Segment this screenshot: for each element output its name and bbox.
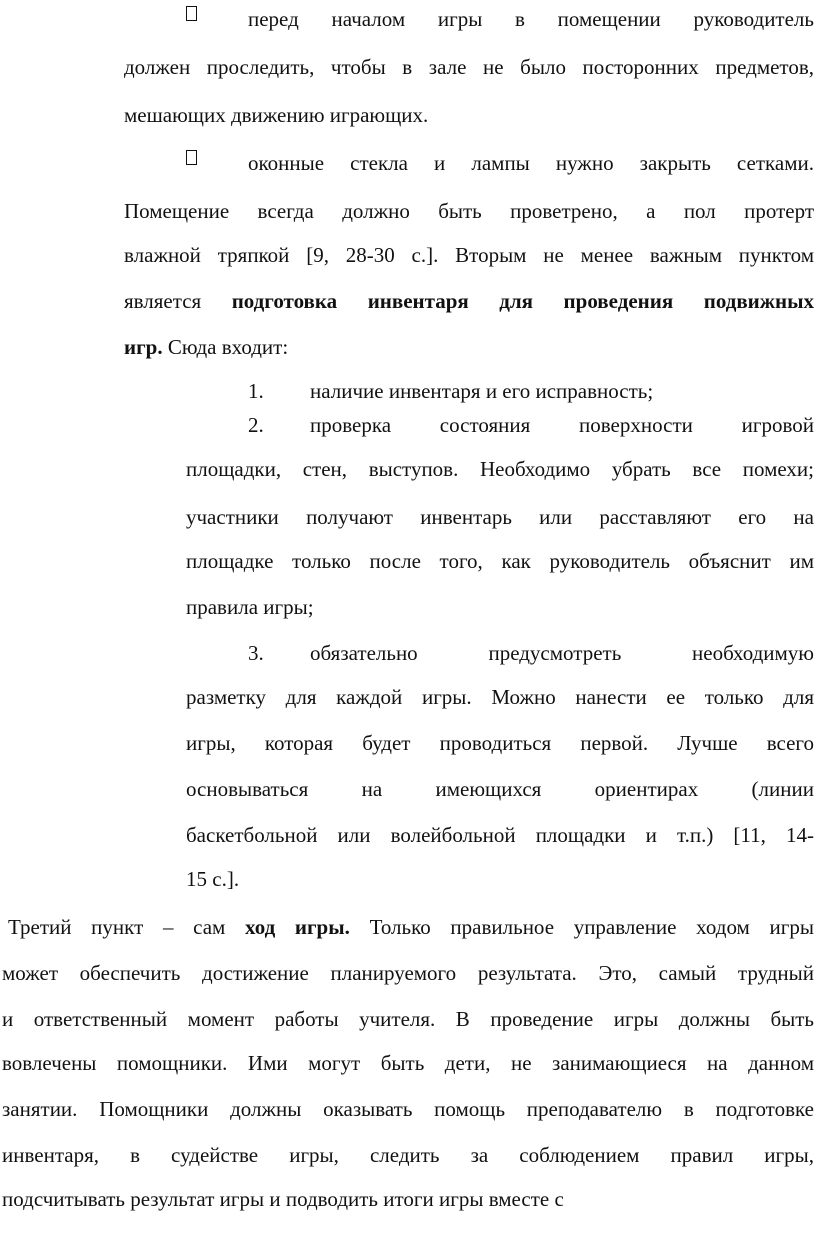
bold-text-run: игр. [124, 335, 163, 359]
paragraph-line: подсчитывать результат игры и подводить итоги игры вместе с [2, 1187, 564, 1211]
list-item-line: участники получают инвентарь или расставляют его на [186, 505, 814, 529]
list-item-line: площадке только после того, как руководитель объяснит им [186, 549, 814, 573]
list-item-line: наличие инвентаря и его исправность; [310, 379, 654, 403]
list-number: 1. [248, 379, 264, 403]
list-item-line: баскетбольной или волейбольной площадки и т.п.) [11, 14- [186, 823, 814, 847]
list-item-line: площадки, стен, выступов. Необходимо убрать все помехи; [186, 457, 814, 481]
paragraph-line-mixed [8, 914, 814, 940]
paragraph-line: мешающих движению играющих. [124, 103, 429, 127]
paragraph-line-mixed [124, 334, 288, 360]
bold-text-run: ход игры. [245, 915, 350, 939]
bullet-marker-icon [186, 150, 197, 165]
paragraph-line: вовлечены помощники. Ими могут быть дети, не занимающиеся на данном [2, 1051, 814, 1075]
bold-text-run: подготовка инвентаря для проведения подвижных [231, 289, 814, 313]
paragraph-line: и ответственный момент работы учителя. В проведение игры должны быть [2, 1007, 814, 1031]
list-item-line: обязательно предусмотреть необходимую [310, 641, 814, 665]
bullet-marker-icon [186, 6, 197, 21]
paragraph-line: должен проследить, чтобы в зале не было посторонних предметов, [124, 55, 814, 79]
list-item-line: проверка состояния поверхности игровой [310, 413, 814, 437]
list-item-line: правила игры; [186, 595, 314, 619]
list-number: 3. [248, 641, 264, 665]
paragraph-line: занятии. Помощники должны оказывать помощь преподавателю в подготовке [2, 1097, 814, 1121]
list-item-line: игры, которая будет проводиться первой. Лучше всего [186, 731, 814, 755]
paragraph-line: инвентаря, в судействе игры, следить за соблюдением правил игры, [2, 1143, 814, 1167]
paragraph-line: перед началом игры в помещении руководитель [248, 7, 814, 31]
text-run: Третий пункт – сам [8, 915, 226, 939]
paragraph-line: Помещение всегда должно быть проветрено, а пол протерт [124, 199, 814, 223]
paragraph-line: влажной тряпкой [9, 28-30 с.]. Вторым не менее важным пунктом [124, 243, 814, 267]
text-run: Сюда входит: [162, 335, 289, 359]
list-item-line: основываться на имеющихся ориентирах (линии [186, 777, 814, 801]
list-item-line: 15 с.]. [186, 867, 240, 891]
text-run: Только правильное управление ходом игры [369, 915, 814, 939]
paragraph-line: может обеспечить достижение планируемого результата. Это, самый трудный [2, 961, 814, 985]
text-run: является [124, 289, 202, 313]
list-item-line: разметку для каждой игры. Можно нанести ее только для [186, 685, 814, 709]
paragraph-line: оконные стекла и лампы нужно закрыть сетками. [248, 151, 814, 175]
list-number: 2. [248, 413, 264, 437]
paragraph-line-mixed [124, 288, 814, 314]
